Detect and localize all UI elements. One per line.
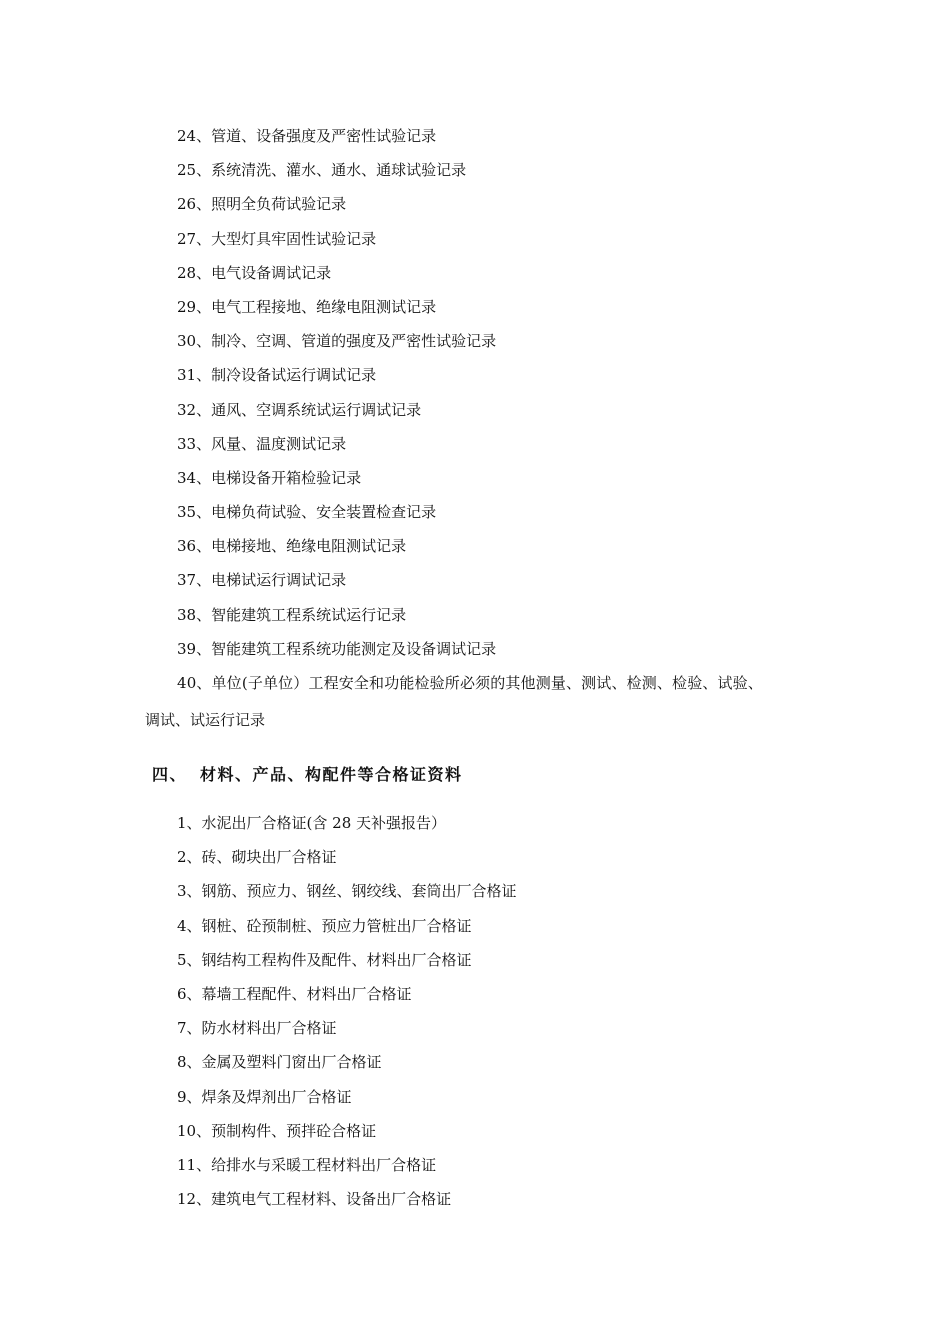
list-item: 2、砖、砌块出厂合格证 <box>177 848 337 867</box>
list-item: 37、电梯试运行调试记录 <box>177 571 347 590</box>
list-item: 32、通风、空调系统试运行调试记录 <box>177 400 422 419</box>
list-item: 4、钢桩、砼预制桩、预应力管桩出厂合格证 <box>177 916 472 935</box>
list-item: 29、电气工程接地、绝缘电阻测试记录 <box>177 297 437 316</box>
list-item-40-line2: 调试、试运行记录 <box>145 711 266 729</box>
list-item: 30、制冷、空调、管道的强度及严密性试验记录 <box>177 332 497 351</box>
list-item: 33、风量、温度测试记录 <box>177 434 347 453</box>
list-item: 11、给排水与采暖工程材料出厂合格证 <box>177 1155 437 1174</box>
list-item: 36、电梯接地、绝缘电阻测试记录 <box>177 537 407 556</box>
list-item: 12、建筑电气工程材料、设备出厂合格证 <box>177 1190 452 1209</box>
list-item: 28、电气设备调试记录 <box>177 263 332 282</box>
list-item: 27、大型灯具牢固性试验记录 <box>177 229 377 248</box>
list-item: 10、预制构件、预拌砼合格证 <box>177 1121 377 1140</box>
list-item: 1、水泥出厂合格证(含 28 天补强报告） <box>177 814 447 832</box>
section-title: 材料、产品、构配件等合格证资料 <box>200 765 463 784</box>
list-item-40-line1: 40、单位(子单位）工程安全和功能检验所必须的其他测量、测试、检测、检验、试验、 <box>177 674 763 692</box>
list-item: 26、照明全负荷试验记录 <box>177 195 347 214</box>
list-item: 9、焊条及焊剂出厂合格证 <box>177 1087 352 1106</box>
list-item: 39、智能建筑工程系统功能测定及设备调试记录 <box>177 639 497 658</box>
list-item: 8、金属及塑料门窗出厂合格证 <box>177 1053 382 1072</box>
list-item: 6、幕墙工程配件、材料出厂合格证 <box>177 984 412 1003</box>
section-number: 四、 <box>152 765 188 784</box>
list-item: 24、管道、设备强度及严密性试验记录 <box>177 127 437 145</box>
list-item: 7、防水材料出厂合格证 <box>177 1019 337 1038</box>
list-item: 3、钢筋、预应力、钢丝、钢绞线、套筒出厂合格证 <box>177 882 517 901</box>
list-item: 38、智能建筑工程系统试运行记录 <box>177 605 407 624</box>
certificates-list <box>0 809 950 1219</box>
list-item: 34、电梯设备开箱检验记录 <box>177 468 362 487</box>
list-item: 25、系统清洗、灌水、通水、通球试验记录 <box>177 161 467 180</box>
list-item-40 <box>0 665 950 739</box>
list-item: 31、制冷设备试运行调试记录 <box>177 366 377 385</box>
list-item: 5、钢结构工程构件及配件、材料出厂合格证 <box>177 950 472 969</box>
test-records-list <box>0 122 950 739</box>
list-item: 35、电梯负荷试验、安全装置检查记录 <box>177 503 437 522</box>
section-heading-four <box>152 762 463 785</box>
